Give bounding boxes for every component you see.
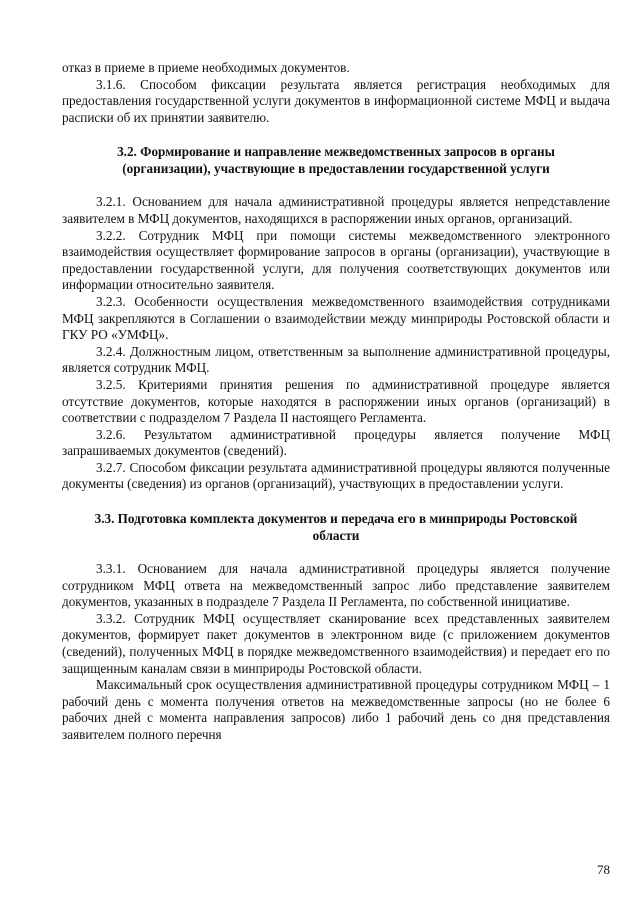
spacer: [62, 126, 610, 143]
section-heading: 3.3. Подготовка комплекта документов и передача его в минприроды Ростовской области: [94, 511, 578, 544]
paragraph: 3.3.2. Сотрудник МФЦ осуществляет сканирование всех представленных заявителем документов, формирует пакет документов в электронном виде (с приложением документов (сведений), полученных МФЦ в порядке межведомственного взаимодействия) и передает его по защищенным каналам связи в минприроды Ростовской области.: [62, 610, 610, 676]
paragraph: 3.2.7. Способом фиксации результата административной процедуры являются полученные документы (сведения) из органов (организаций), участвующих в предоставлении услуги.: [62, 459, 610, 492]
paragraph: 3.2.3. Особенности осуществления межведомственного взаимодействия сотрудниками МФЦ закрепляются в Соглашении о взаимодействии между минприроды Ростовской области и ГКУ РО «УМФЦ».: [62, 293, 610, 343]
paragraph: 3.1.6. Способом фиксации результата является регистрация необходимых для предоставления государственной услуги документов в информационной системе МФЦ и выдача расписки об их принятии заявителю.: [62, 76, 610, 125]
section-heading: 3.2. Формирование и направление межведомственных запросов в органы (организации), участвующие в предоставлении государственной услуги: [117, 144, 555, 177]
paragraph: Максимальный срок осуществления административной процедуры сотрудником МФЦ – 1 рабочий день с момента получения ответов на межведомственные запросы (но не более 6 рабочих дней с момента направления запросов) либо 1 рабочий день со дня представления заявителем полного перечня: [62, 677, 610, 742]
spacer: [62, 544, 610, 561]
paragraph: 3.2.1. Основанием для начала административной процедуры является непредставление заявителем в МФЦ документов, находящихся в распоряжении иных органов, организаций.: [62, 194, 610, 226]
paragraph: 3.2.4. Должностным лицом, ответственным за выполнение административной процедуры, является сотрудник МФЦ.: [62, 343, 610, 376]
spacer: [62, 493, 610, 510]
page-number: 78: [597, 862, 610, 877]
paragraph: 3.2.5. Критериями принятия решения по административной процедуре является отсутствие документов, которые находятся в распоряжении иных органов (организаций) в соответствии с подразделом 7 Раздела II настоящего Регламента.: [62, 376, 610, 426]
document-body: [62, 60, 610, 744]
paragraph: 3.2.6. Результатом административной процедуры является получение МФЦ запрашиваемых документов (сведений).: [62, 426, 610, 459]
paragraph: 3.3.1. Основанием для начала административной процедуры является получение сотрудником МФЦ ответа на межведомственный запрос либо представление заявителем документов, указанных в подразделе 7 Раздела II Регламента, по собственной инициативе.: [62, 561, 610, 610]
paragraph: отказ в приеме в приеме необходимых документов.: [62, 60, 350, 75]
spacer: [62, 177, 610, 194]
paragraph: 3.2.2. Сотрудник МФЦ при помощи системы межведомственного электронного взаимодействия осуществляет формирование запросов в органы (организации), участвующие в предоставлении государственной услуги, для получения соответствующих документов или информации относительно заявителя.: [62, 227, 610, 293]
